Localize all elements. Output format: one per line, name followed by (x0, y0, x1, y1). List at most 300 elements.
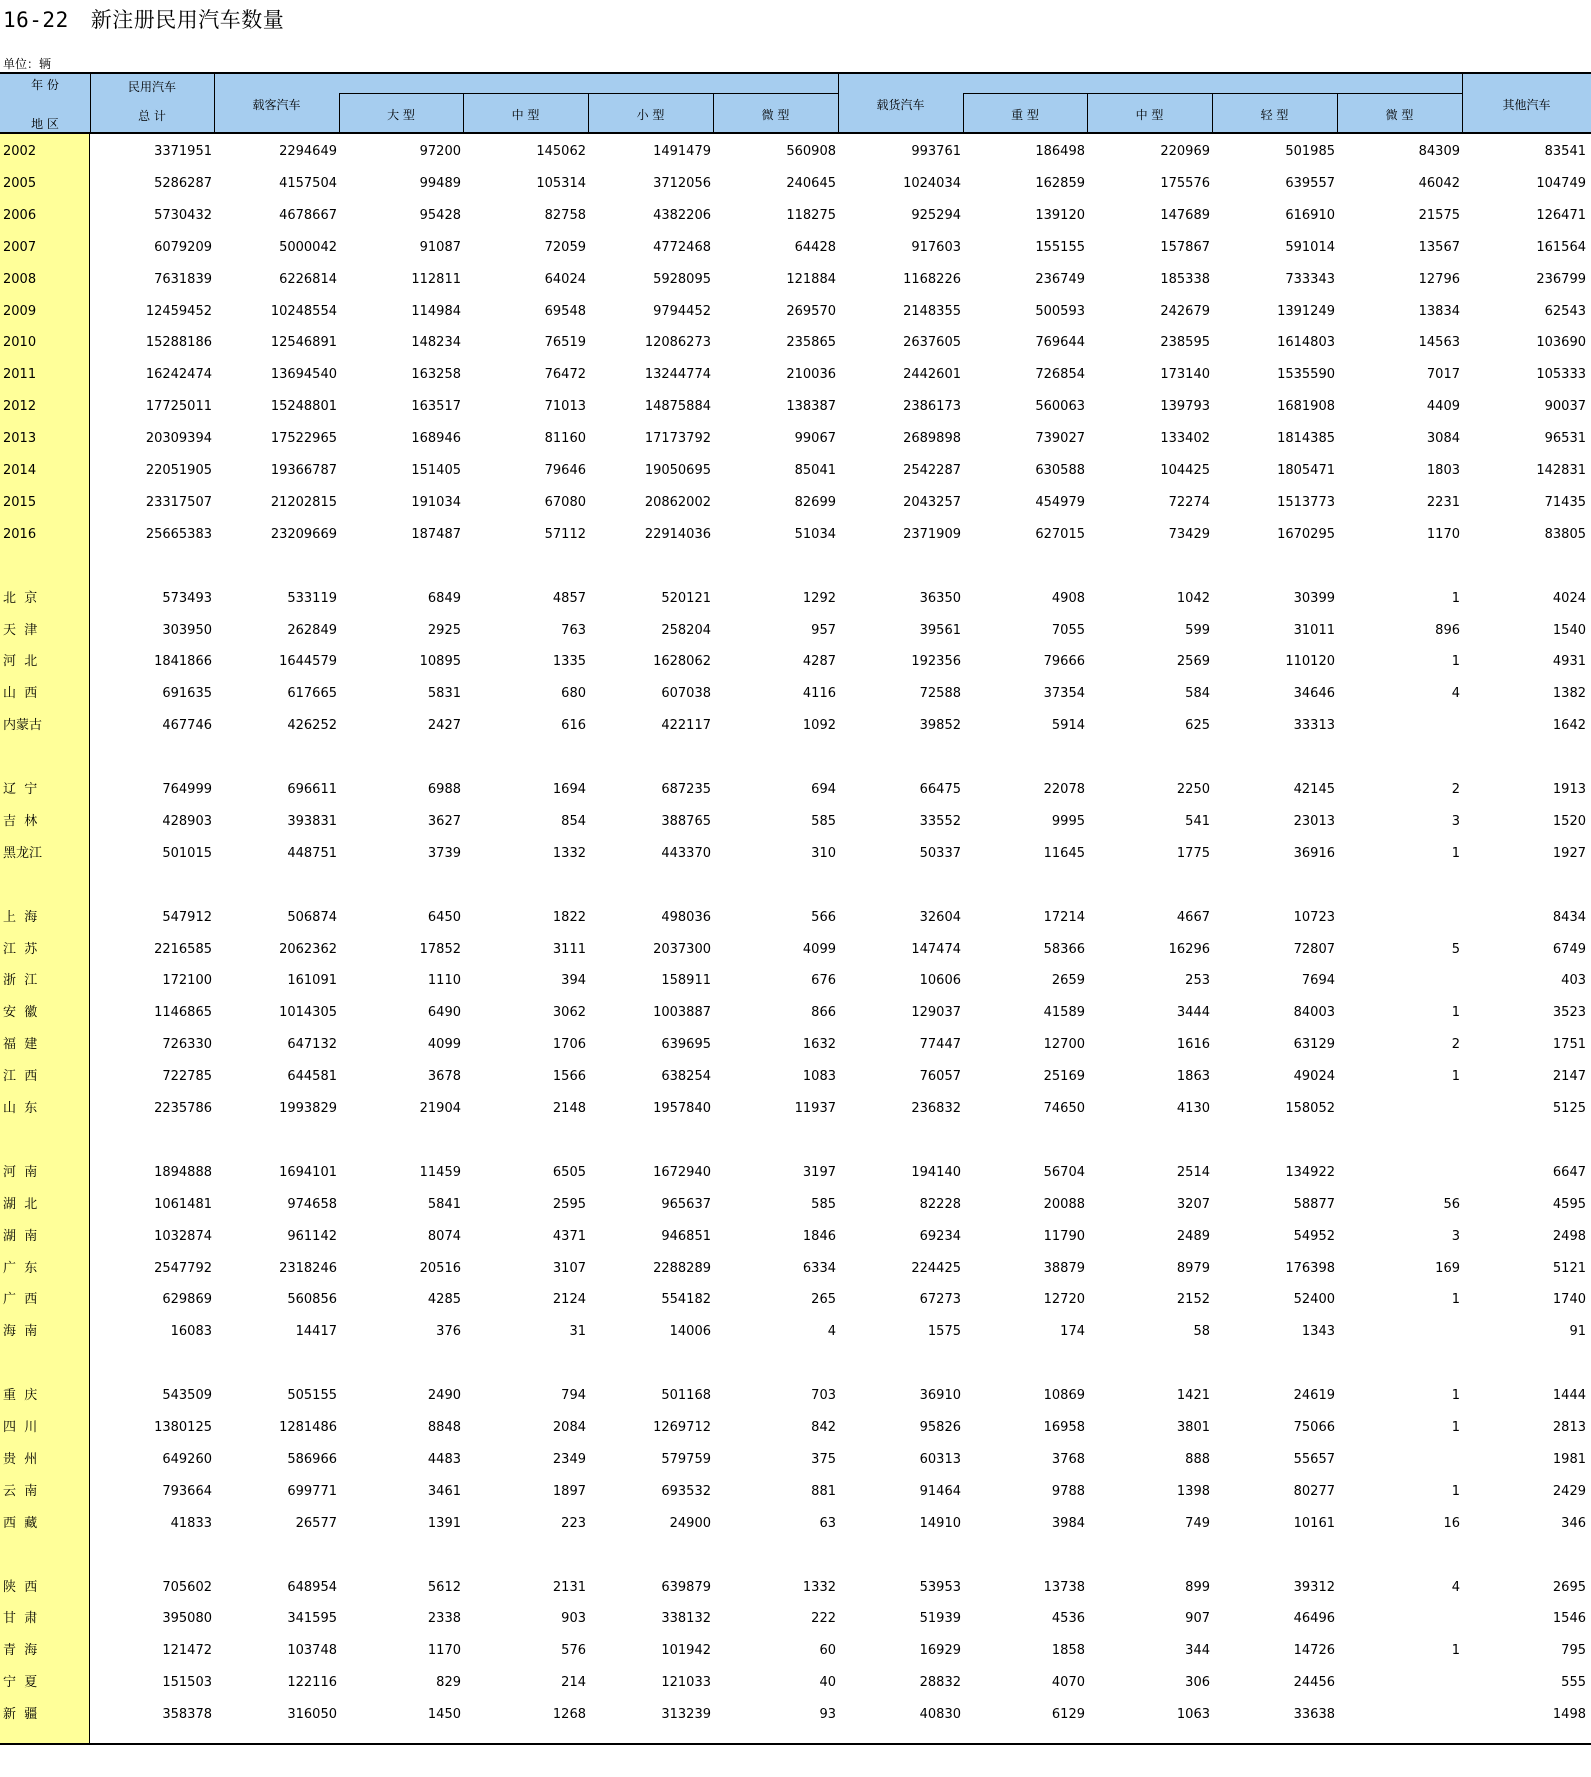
table-cell: 129037 (911, 1005, 961, 1021)
row-label: 青 海 (3, 1643, 38, 1659)
table-cell: 1032874 (154, 1228, 212, 1244)
table-cell: 629869 (162, 1292, 212, 1308)
table-cell: 67080 (544, 494, 586, 510)
table-cell: 6226814 (279, 271, 337, 287)
table-cell: 4099 (427, 1037, 461, 1053)
table-row (0, 1699, 1591, 1731)
table-cell: 2813 (1552, 1420, 1586, 1435)
row-label: 2012 (3, 399, 37, 415)
table-cell: 104425 (1160, 463, 1210, 478)
table-cell: 794 (561, 1388, 586, 1404)
table-cell: 4070 (1051, 1675, 1085, 1691)
row-label: 重 庆 (3, 1388, 38, 1404)
table-cell: 627015 (1035, 526, 1085, 542)
table-cell: 265 (811, 1292, 836, 1308)
table-cell: 7694 (1301, 973, 1335, 989)
table-cell: 649260 (162, 1451, 212, 1467)
table-cell (466, 1125, 586, 1157)
table-cell: 505155 (287, 1388, 337, 1404)
table-cell: 2429 (1552, 1483, 1586, 1499)
table-cell: 1335 (552, 654, 586, 670)
spacer-row (0, 1540, 1591, 1572)
table-cell: 3768 (1051, 1451, 1085, 1467)
table-cell: 99489 (419, 175, 461, 191)
row-label: 湖 北 (3, 1196, 38, 1212)
table-cell (1340, 1316, 1460, 1348)
table-cell: 74650 (1043, 1101, 1085, 1116)
table-cell: 4285 (427, 1292, 461, 1308)
table-cell: 617665 (287, 686, 337, 702)
table-cell: 1540 (1552, 622, 1586, 638)
table-cell: 30399 (1293, 590, 1335, 606)
table-cell (1340, 1093, 1460, 1125)
table-cell: 3678 (427, 1069, 461, 1085)
table-cell: 49024 (1293, 1069, 1335, 1085)
table-cell: 881 (811, 1483, 836, 1499)
table-cell: 1343 (1301, 1324, 1335, 1340)
table-cell: 1775 (1176, 845, 1210, 861)
table-row (0, 136, 1591, 168)
table-cell: 32604 (919, 909, 961, 925)
table-cell: 76472 (544, 367, 586, 383)
table-cell (841, 1540, 961, 1572)
table-cell: 638254 (661, 1069, 711, 1085)
table-cell: 4382206 (653, 207, 711, 223)
table-cell: 2043257 (903, 494, 961, 510)
table-cell (1466, 1540, 1586, 1572)
table-cell: 2 (1451, 1037, 1460, 1053)
table-cell (591, 870, 711, 902)
table-cell: 2371909 (903, 526, 961, 542)
table-cell: 763 (561, 622, 586, 638)
table-cell: 11459 (419, 1164, 461, 1180)
table-cell (591, 1348, 711, 1380)
table-cell: 147474 (911, 941, 961, 957)
table-cell: 341595 (287, 1611, 337, 1627)
table-row (0, 1635, 1591, 1667)
table-cell: 145062 (536, 144, 586, 159)
table-cell: 19050695 (644, 463, 711, 478)
table-cell: 77447 (919, 1037, 961, 1053)
table-cell: 31 (569, 1324, 586, 1340)
table-cell: 72807 (1293, 941, 1335, 957)
table-cell: 591014 (1285, 239, 1335, 255)
table-cell: 175576 (1160, 175, 1210, 191)
table-cell: 151503 (162, 1675, 212, 1691)
table-cell: 71013 (544, 399, 586, 415)
table-cell (217, 551, 337, 583)
table-cell: 3 (1451, 1228, 1460, 1244)
table-cell: 1520 (1552, 813, 1586, 829)
table-cell: 639695 (661, 1037, 711, 1053)
table-cell (716, 1125, 836, 1157)
row-label: 北 京 (3, 590, 38, 606)
table-cell: 69234 (919, 1228, 961, 1244)
header-passenger-large: 大 型 (387, 108, 415, 122)
table-cell (965, 1348, 1085, 1380)
table-cell: 24619 (1293, 1388, 1335, 1404)
table-cell: 1913 (1552, 782, 1586, 797)
table-cell: 112811 (411, 271, 461, 287)
table-cell: 10869 (1043, 1388, 1085, 1404)
table-cell: 1014305 (279, 1005, 337, 1021)
table-cell: 66475 (919, 782, 961, 797)
table-cell: 194140 (911, 1164, 961, 1180)
table-cell: 174 (1060, 1324, 1085, 1340)
row-label: 2014 (3, 463, 37, 478)
table-row (0, 200, 1591, 232)
table-cell: 1 (1451, 1069, 1460, 1085)
table-cell: 13694540 (270, 367, 337, 383)
table-cell: 696611 (287, 782, 337, 797)
table-cell: 5000042 (279, 239, 337, 255)
row-label: 河 南 (3, 1164, 38, 1180)
table-cell: 795 (1561, 1643, 1586, 1659)
table-cell: 62543 (1544, 303, 1586, 319)
table-cell: 73429 (1168, 526, 1210, 542)
table-row (0, 1284, 1591, 1316)
table-cell: 393831 (287, 813, 337, 829)
table-cell: 1444 (1552, 1388, 1586, 1404)
row-label: 2005 (3, 175, 37, 191)
table-cell: 122116 (287, 1675, 337, 1691)
table-cell: 91 (1569, 1324, 1586, 1340)
table-cell: 14726 (1293, 1643, 1335, 1659)
table-cell: 103748 (287, 1643, 337, 1659)
table-cell: 22051905 (145, 463, 212, 478)
table-cell: 9995 (1051, 813, 1085, 829)
table-cell: 501985 (1285, 144, 1335, 159)
table-cell: 20516 (419, 1260, 461, 1276)
table-cell: 26577 (295, 1515, 337, 1531)
table-cell: 533119 (287, 590, 337, 606)
table-cell: 388765 (661, 813, 711, 829)
table-cell: 965637 (661, 1196, 711, 1212)
table-cell: 58877 (1293, 1196, 1335, 1212)
table-cell: 2216585 (154, 941, 212, 957)
table-cell: 639557 (1285, 175, 1335, 191)
table-cell: 71435 (1544, 494, 1586, 510)
table-cell: 236799 (1536, 271, 1586, 287)
table-cell: 3984 (1051, 1515, 1085, 1531)
table-cell (92, 1540, 212, 1572)
table-row (0, 391, 1591, 423)
table-cell: 4536 (1051, 1611, 1085, 1627)
table-cell: 1681908 (1277, 399, 1335, 415)
table-cell: 1382 (1552, 686, 1586, 702)
row-label: 甘 肃 (3, 1611, 38, 1627)
table-cell: 151405 (411, 463, 461, 478)
table-row (0, 1572, 1591, 1604)
table-cell: 80277 (1293, 1483, 1335, 1499)
table-cell: 7055 (1051, 622, 1085, 638)
table-cell (1340, 902, 1460, 934)
table-cell: 1292 (802, 590, 836, 606)
table-cell (716, 742, 836, 774)
table-cell: 501168 (661, 1388, 711, 1404)
table-cell: 1628062 (653, 654, 711, 670)
table-cell: 64024 (544, 271, 586, 287)
table-cell: 2637605 (903, 335, 961, 351)
table-cell (217, 1125, 337, 1157)
table-row (0, 232, 1591, 264)
table-cell: 72059 (544, 239, 586, 255)
table-cell: 691635 (162, 686, 212, 702)
table-cell: 1332 (802, 1579, 836, 1595)
table-cell: 82228 (919, 1196, 961, 1212)
table-cell: 722785 (162, 1069, 212, 1085)
table-cell (841, 551, 961, 583)
table-cell: 84309 (1418, 144, 1460, 159)
table-cell: 376 (436, 1324, 461, 1340)
table-cell: 147689 (1160, 207, 1210, 223)
row-label: 江 苏 (3, 941, 38, 957)
table-cell: 54952 (1293, 1228, 1335, 1244)
table-cell (716, 1540, 836, 1572)
table-cell: 12700 (1043, 1037, 1085, 1053)
table-cell: 10723 (1293, 909, 1335, 925)
row-label: 福 建 (3, 1037, 38, 1053)
table-cell: 705602 (162, 1579, 212, 1595)
table-cell: 14563 (1418, 335, 1460, 351)
table-cell: 1146865 (154, 1005, 212, 1021)
table-row (0, 774, 1591, 806)
table-cell: 1170 (1426, 526, 1460, 542)
table-cell: 6129 (1051, 1707, 1085, 1723)
table-cell: 866 (811, 1005, 836, 1021)
table-cell: 344 (1185, 1643, 1210, 1659)
table-cell: 2 (1451, 782, 1460, 797)
table-cell: 1740 (1552, 1292, 1586, 1308)
table-cell: 105333 (1536, 367, 1586, 383)
table-cell: 586966 (287, 1451, 337, 1467)
table-cell: 1 (1451, 1005, 1460, 1021)
header-passenger-mini: 微 型 (761, 108, 790, 122)
table-cell (1466, 1348, 1586, 1380)
table-cell: 1491479 (653, 144, 711, 159)
table-cell: 8074 (427, 1228, 461, 1244)
table-cell: 1805471 (1277, 463, 1335, 478)
table-cell: 829 (436, 1675, 461, 1691)
table-cell: 191034 (411, 494, 461, 510)
table-cell (1215, 870, 1335, 902)
table-cell: 4595 (1552, 1196, 1586, 1212)
table-cell (965, 1125, 1085, 1157)
row-label: 浙 江 (3, 973, 38, 989)
table-cell (466, 742, 586, 774)
table-cell: 60313 (919, 1451, 961, 1467)
table-cell: 925294 (911, 207, 961, 223)
table-cell: 2595 (552, 1196, 586, 1212)
row-label: 海 南 (3, 1324, 38, 1340)
table-cell: 37354 (1043, 686, 1085, 702)
header-truck-heavy: 重 型 (1011, 108, 1039, 122)
table-row (0, 327, 1591, 359)
table-cell: 5831 (427, 686, 461, 702)
table-row (0, 646, 1591, 678)
table-number: 16-22 (3, 8, 69, 32)
row-label: 吉 林 (3, 813, 38, 829)
table-cell: 53953 (919, 1579, 961, 1595)
table-row (0, 583, 1591, 615)
table-row (0, 615, 1591, 647)
table-cell (591, 742, 711, 774)
table-cell: 4409 (1426, 399, 1460, 415)
table-cell: 52400 (1293, 1292, 1335, 1308)
table-cell (1090, 1125, 1210, 1157)
table-cell: 28832 (919, 1675, 961, 1691)
table-cell: 2689898 (903, 431, 961, 447)
table-cell: 40 (819, 1675, 836, 1691)
table-cell: 699771 (287, 1483, 337, 1499)
table-cell: 38879 (1043, 1260, 1085, 1276)
table-cell (341, 870, 461, 902)
table-cell: 176398 (1285, 1260, 1335, 1276)
table-cell: 169 (1435, 1260, 1460, 1276)
table-cell: 23209669 (270, 526, 337, 542)
table-cell: 4287 (802, 654, 836, 670)
table-cell: 12796 (1418, 271, 1460, 287)
table-cell: 1894888 (154, 1164, 212, 1180)
row-label: 内蒙古 (3, 718, 43, 734)
table-cell: 39312 (1293, 1579, 1335, 1595)
table-cell: 4024 (1552, 590, 1586, 606)
table-cell: 142831 (1536, 463, 1586, 478)
table-cell: 842 (811, 1420, 836, 1435)
table-cell: 1268 (552, 1707, 586, 1723)
table-cell: 15248801 (270, 399, 337, 415)
table-row (0, 1221, 1591, 1253)
table-cell: 95826 (919, 1420, 961, 1435)
table-cell (1215, 1540, 1335, 1572)
table-cell: 974658 (287, 1196, 337, 1212)
table-cell: 24900 (669, 1515, 711, 1531)
table-cell: 269570 (786, 303, 836, 319)
table-row (0, 678, 1591, 710)
table-cell: 543509 (162, 1388, 212, 1404)
table-cell: 1841866 (154, 654, 212, 670)
table-cell: 2235786 (154, 1101, 212, 1116)
table-cell: 14875884 (644, 399, 711, 415)
table-cell: 25665383 (145, 526, 212, 542)
table-cell: 2349 (552, 1451, 586, 1467)
row-label: 宁 夏 (3, 1675, 38, 1691)
table-cell (1090, 870, 1210, 902)
row-label: 2002 (3, 144, 37, 159)
table-cell: 82758 (544, 207, 586, 223)
table-cell: 1546 (1552, 1611, 1586, 1627)
table-cell: 258204 (661, 622, 711, 638)
table-cell: 105314 (536, 175, 586, 191)
spacer-row (0, 551, 1591, 583)
table-cell: 541 (1185, 813, 1210, 829)
table-cell: 346 (1561, 1515, 1586, 1531)
table-cell (217, 1540, 337, 1572)
table-cell: 58366 (1043, 941, 1085, 957)
table-cell: 2659 (1051, 973, 1085, 989)
table-cell: 946851 (661, 1228, 711, 1244)
table-cell (1215, 1348, 1335, 1380)
table-cell: 313239 (661, 1707, 711, 1723)
table-cell: 58 (1193, 1324, 1210, 1340)
table-cell (1340, 1699, 1460, 1731)
table-cell: 134922 (1285, 1164, 1335, 1180)
table-cell: 454979 (1035, 494, 1085, 510)
table-cell (466, 551, 586, 583)
table-cell (1090, 1348, 1210, 1380)
table-cell: 961142 (287, 1228, 337, 1244)
table-cell: 5841 (427, 1196, 461, 1212)
table-cell: 1061481 (154, 1196, 212, 1212)
table-cell: 4 (1451, 1579, 1460, 1595)
row-label: 安 徽 (3, 1005, 38, 1021)
table-cell: 1858 (1051, 1643, 1085, 1659)
table-cell: 2427 (427, 718, 461, 734)
table-cell: 888 (1185, 1451, 1210, 1467)
table-cell: 16 (1443, 1515, 1460, 1531)
row-label: 贵 州 (3, 1451, 38, 1467)
table-cell: 3 (1451, 813, 1460, 829)
table-cell: 3627 (427, 813, 461, 829)
table-cell: 1863 (1176, 1069, 1210, 1085)
table-cell: 3461 (427, 1483, 461, 1499)
table-cell: 22078 (1043, 782, 1085, 797)
table-cell: 21575 (1418, 207, 1460, 223)
table-cell: 46042 (1418, 175, 1460, 191)
table-cell: 501015 (162, 845, 212, 861)
table-cell (965, 742, 1085, 774)
table-cell: 4931 (1552, 654, 1586, 670)
table-cell: 214 (561, 1675, 586, 1691)
table-cell: 498036 (661, 909, 711, 925)
table-cell (841, 742, 961, 774)
table-cell: 83805 (1544, 526, 1586, 542)
table-cell: 82699 (794, 494, 836, 510)
row-label: 辽 宁 (3, 782, 38, 797)
table-row (0, 359, 1591, 391)
table-cell (1215, 742, 1335, 774)
table-row (0, 423, 1591, 455)
table-cell: 448751 (287, 845, 337, 861)
table-cell: 2547792 (154, 1260, 212, 1276)
table-cell: 242679 (1160, 303, 1210, 319)
table-cell: 138387 (786, 399, 836, 415)
table-cell: 903 (561, 1611, 586, 1627)
table-cell (92, 1125, 212, 1157)
table-cell: 2490 (427, 1388, 461, 1404)
table-cell: 69548 (544, 303, 586, 319)
table-cell: 375 (811, 1451, 836, 1467)
table-cell: 1498 (1552, 1707, 1586, 1723)
table-cell: 4099 (802, 941, 836, 957)
row-label: 广 西 (3, 1292, 38, 1308)
table-cell: 680 (561, 686, 586, 702)
row-label: 河 北 (3, 654, 38, 670)
table-cell: 1 (1451, 1388, 1460, 1404)
table-cell (466, 1540, 586, 1572)
row-label: 2007 (3, 239, 37, 255)
table-cell: 1616 (1176, 1037, 1210, 1053)
table-cell: 585 (811, 1196, 836, 1212)
table-cell: 2695 (1552, 1579, 1586, 1595)
table-cell: 12086273 (644, 335, 711, 351)
table-cell: 1450 (427, 1707, 461, 1723)
header-civil-vehicles: 民用汽车 (127, 80, 176, 94)
table-cell: 126471 (1536, 207, 1586, 223)
table-cell: 5914 (1051, 718, 1085, 734)
table-cell: 554182 (661, 1292, 711, 1308)
table-cell: 114984 (411, 303, 461, 319)
